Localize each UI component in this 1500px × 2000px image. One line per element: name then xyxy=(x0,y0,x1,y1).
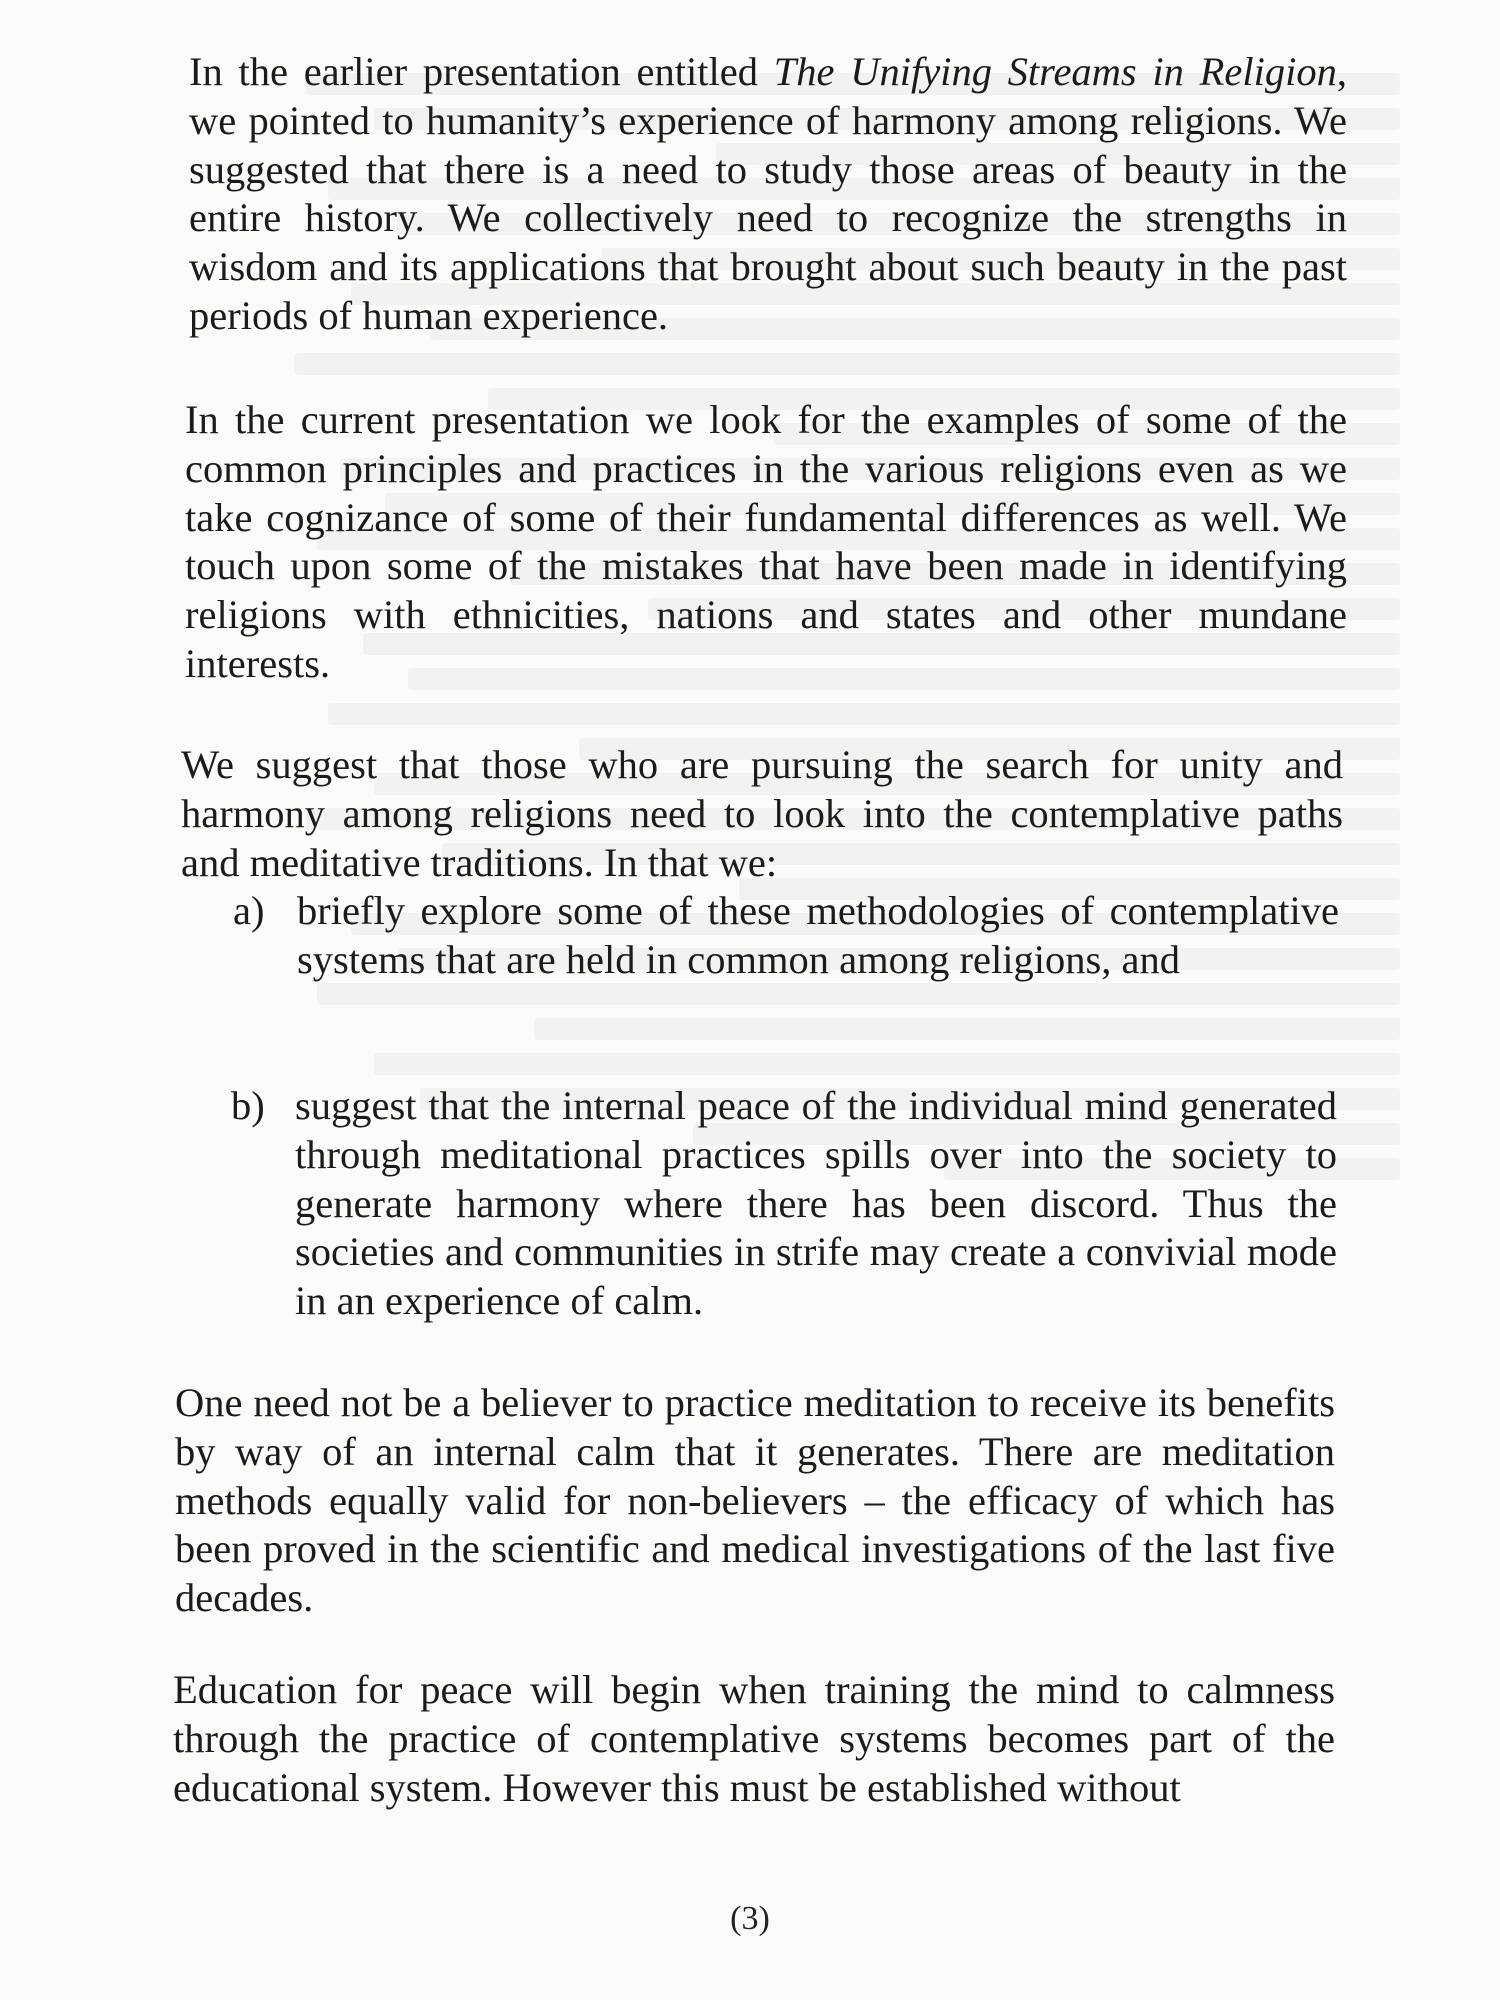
list-marker: b) xyxy=(231,1083,265,1128)
list-item-text: briefly explore some of these methodologies of contemplative systems that are held in common among religions, and xyxy=(297,888,1339,982)
page-number: (3) xyxy=(730,1900,770,1937)
paragraph-education-peace: Education for peace will begin when training the mind to calmness through the practice of contemplative systems becomes part of the educational system. However this must be established without xyxy=(173,1667,1335,1810)
list-marker: a) xyxy=(233,888,265,933)
paragraph-intro xyxy=(189,48,1347,341)
document-page xyxy=(175,48,1347,1908)
presentation-title: The Unifying Streams in Religion xyxy=(773,49,1337,94)
paragraph-suggestion: We suggest that those who are pursuing the search for unity and harmony among religions need to look into the contemplative paths and meditative traditions. In that we: xyxy=(181,742,1343,885)
paragraph-intro-lead: In the earlier presentation entitled xyxy=(189,49,774,94)
list-item-b xyxy=(231,1082,1337,1326)
paragraph-intro-body: , we pointed to humanity’s experience of harmony among religions. We suggested that there is a need to study those areas of beauty in the entire history. We collectively need to recognize the strengths in wisdom and its applications that brought about such beauty in the past periods of human experience. xyxy=(189,49,1348,338)
list-item-a xyxy=(233,887,1339,985)
list-item-text: suggest that the internal peace of the individual mind generated through meditational practices spills over into the society to generate harmony where there has been discord. Thus the societies and communities in strife may create a convivial mode in an experience of calm. xyxy=(295,1083,1337,1324)
paragraph-current-presentation: In the current presentation we look for the examples of some of the common principles and practices in the various religions even as we take cognizance of some of their fundamental differences as well. We touch upon some of the mistakes that have been made in identifying religions with ethnicities, nations and states and other mundane interests. xyxy=(185,397,1347,686)
paragraph-meditation-believers: One need not be a believer to practice meditation to receive its benefits by way of an internal calm that it generates. There are meditation methods equally valid for non-believers – the efficacy of which has been proved in the scientific and medical investigations of the last five decades. xyxy=(175,1380,1335,1621)
